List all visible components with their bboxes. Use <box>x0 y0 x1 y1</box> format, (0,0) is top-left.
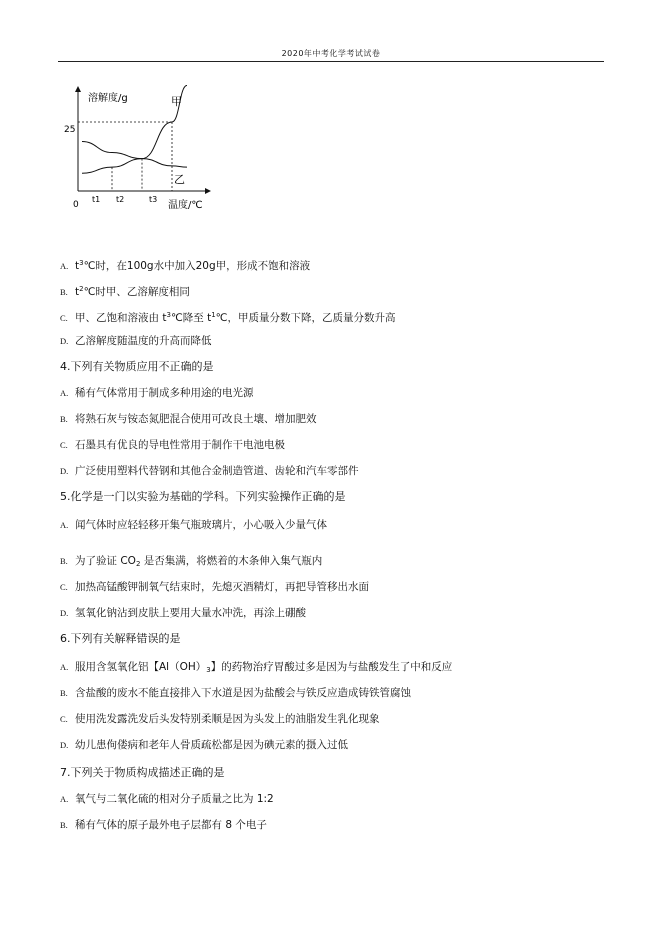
series-yi-label: 乙 <box>174 173 185 186</box>
answer-option <box>60 518 327 532</box>
sub-script: 1 <box>211 311 216 319</box>
sub-script: 3 <box>166 311 171 319</box>
answer-option <box>60 738 348 752</box>
answer-option <box>60 334 212 348</box>
answer-option <box>60 412 317 426</box>
sub-script: 2 <box>79 285 84 293</box>
sub-script: 3 <box>206 666 211 674</box>
option-key: C. <box>60 582 68 592</box>
option-key: D. <box>60 740 69 750</box>
question-stem: 4.下列有关物质应用不正确的是 <box>60 360 214 373</box>
answer-option <box>60 386 254 400</box>
option-text: 为了验证 CO <box>75 555 136 567</box>
page-header: 2020年中考化学考试试卷 <box>281 49 381 58</box>
sub-script: 2 <box>135 560 141 568</box>
option-text: ℃降至 t <box>170 312 212 324</box>
option-key: B. <box>60 820 68 830</box>
answer-option <box>60 282 190 299</box>
answer-option <box>60 712 380 726</box>
option-key: C. <box>60 313 68 323</box>
solubility-chart <box>60 85 220 215</box>
option-key: D. <box>60 336 69 346</box>
answer-option <box>60 464 359 478</box>
option-text: 广泛使用塑料代替钢和其他合金制造管道、齿轮和汽车零部件 <box>75 465 359 477</box>
option-text: 乙溶解度随温度的升高而降低 <box>75 335 212 347</box>
option-text: 氧气与二氧化硫的相对分子质量之比为 1:2 <box>75 793 274 805</box>
answer-option <box>60 308 395 325</box>
option-text: 石墨具有优良的导电性常用于制作干电池电极 <box>75 439 285 451</box>
sub-script: 3 <box>79 259 84 267</box>
x-tick-t1: t1 <box>92 195 101 204</box>
option-key: A. <box>60 662 69 672</box>
series-jia-label: 甲 <box>171 95 182 108</box>
option-key: A. <box>60 261 69 271</box>
answer-option <box>60 606 306 620</box>
answer-option <box>60 438 285 452</box>
x-tick-t3: t3 <box>149 195 158 204</box>
option-text: 加热高锰酸钾制氧气结束时，先熄灭酒精灯，再把导管移出水面 <box>75 581 369 593</box>
option-text: t <box>75 260 80 272</box>
option-key: A. <box>60 794 69 804</box>
x-axis-label: 温度/℃ <box>168 200 203 211</box>
answer-option <box>60 818 267 832</box>
y-axis-label: 溶解度/g <box>88 93 128 104</box>
option-text: t <box>75 286 80 298</box>
origin-label: 0 <box>73 200 79 210</box>
option-key: B. <box>60 556 68 566</box>
option-key: B. <box>60 414 68 424</box>
option-text: ℃时甲、乙溶解度相同 <box>83 286 190 298</box>
answer-option <box>60 256 310 273</box>
x-tick-t2: t2 <box>116 195 125 204</box>
option-text: 是否集满，将燃着的木条伸入集气瓶内 <box>140 555 323 567</box>
option-key: B. <box>60 688 68 698</box>
option-text: 幼儿患佝偻病和老年人骨质疏松都是因为碘元素的摄入过低 <box>75 739 348 751</box>
question-stem: 7.下列关于物质构成描述正确的是 <box>60 766 225 779</box>
option-text: 氢氧化钠沾到皮肤上要用大量水冲洗，再涂上硼酸 <box>75 607 306 619</box>
y-tick-25: 25 <box>64 125 76 135</box>
option-text: 闻气体时应轻轻移开集气瓶玻璃片，小心吸入少量气体 <box>75 519 327 531</box>
answer-option <box>60 792 274 806</box>
option-text: 稀有气体的原子最外电子层都有 8 个电子 <box>75 819 267 831</box>
option-text: 甲、乙饱和溶液由 t <box>75 312 167 324</box>
answer-option <box>60 580 369 594</box>
option-text: 使用洗发露洗发后头发特别柔顺是因为头发上的油脂发生乳化现象 <box>75 713 380 725</box>
option-key: A. <box>60 388 69 398</box>
option-key: D. <box>60 608 69 618</box>
option-key: C. <box>60 440 68 450</box>
option-text: 将熟石灰与铵态氮肥混合使用可改良土壤、增加肥效 <box>75 413 317 425</box>
dashed-guides <box>78 122 172 191</box>
option-text: ℃，甲质量分数下降，乙质量分数升高 <box>215 312 396 324</box>
option-key: C. <box>60 714 68 724</box>
header-rule <box>58 61 604 62</box>
option-text: 服用含氢氧化铝【Al（OH） <box>75 661 207 673</box>
series-yi-curve <box>82 142 187 168</box>
option-key: A. <box>60 520 69 530</box>
option-text: 含盐酸的废水不能直接排入下水道是因为盐酸会与铁反应造成铸铁管腐蚀 <box>75 687 411 699</box>
option-text: ℃时，在100g水中加入20g甲，形成不饱和溶液 <box>83 260 311 272</box>
answer-option <box>60 660 452 677</box>
answer-option <box>60 686 411 700</box>
answer-option <box>60 554 322 571</box>
question-stem: 6.下列有关解释错误的是 <box>60 632 181 645</box>
option-key: B. <box>60 287 68 297</box>
option-text: 】的药物治疗胃酸过多是因为与盐酸发生了中和反应 <box>210 661 453 673</box>
option-text: 稀有气体常用于制成多种用途的电光源 <box>75 387 254 399</box>
question-stem: 5.化学是一门以实验为基础的学科。下列实验操作正确的是 <box>60 490 346 503</box>
option-key: D. <box>60 466 69 476</box>
